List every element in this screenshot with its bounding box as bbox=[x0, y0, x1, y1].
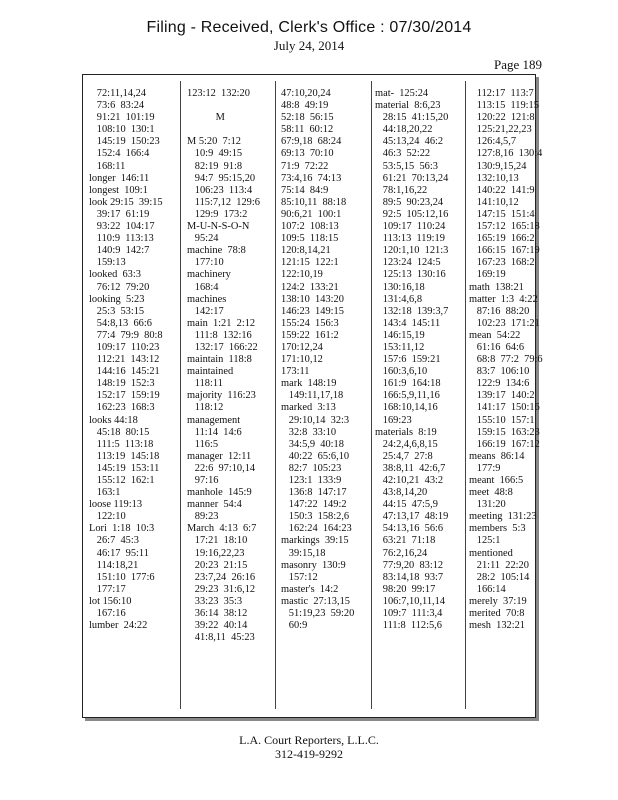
index-entry-line: 173:11 bbox=[281, 366, 310, 378]
index-entry-line: 93:22 104:17 bbox=[89, 221, 155, 233]
index-entry-line: 155:12 162:1 bbox=[89, 475, 155, 486]
index-entry-line: 125:21,22,23 bbox=[469, 124, 532, 136]
index-entry-line: 25:3 53:15 bbox=[89, 305, 145, 317]
index-entry-line: 162:24 164:23 bbox=[281, 523, 352, 535]
index-entry-line: 102:23 171:21 bbox=[469, 317, 540, 329]
index-entry-line: 122:10 bbox=[89, 511, 126, 523]
index-entry-line: 89:5 90:23,24 bbox=[375, 196, 444, 208]
index-entry-line: 83:14,18 93:7 bbox=[375, 571, 444, 583]
column-divider bbox=[371, 81, 372, 709]
index-entry-line: 136:8 147:17 bbox=[281, 487, 347, 499]
index-entry-line: 132:17 166:22 bbox=[187, 341, 258, 353]
index-entry-line: markings 39:15 bbox=[281, 535, 349, 547]
index-entry-line: 152:17 159:19 bbox=[89, 390, 160, 402]
index-column-2 bbox=[187, 88, 273, 708]
index-entry-line: 68:8 77:2 79:6 bbox=[469, 354, 543, 366]
index-entry-line: 51:19,23 59:20 bbox=[281, 608, 355, 620]
index-entry-line: 43:8,14,20 bbox=[375, 487, 428, 499]
index-entry-line: 36:14 38:12 bbox=[187, 608, 248, 620]
index-entry-line: 109:7 111:3,4 bbox=[375, 608, 443, 620]
index-entry-line: meet 48:8 bbox=[469, 487, 513, 499]
index-entry-line: 162:23 168:3 bbox=[89, 402, 155, 414]
index-entry-line: 146:23 149:15 bbox=[281, 305, 344, 317]
index-entry-line: 167:23 168:2 bbox=[469, 257, 535, 269]
index-entry-line: 44:15 47:5,9 bbox=[375, 499, 438, 511]
index-entry-line: 20:23 21:15 bbox=[187, 559, 248, 571]
index-entry-line: 71:9 72:22 bbox=[281, 160, 329, 172]
index-entry-line: 39:17 61:19 bbox=[89, 208, 150, 220]
index-entry-line: 17:21 18:10 bbox=[187, 535, 248, 547]
index-entry-line: 25:4,7 27:8 bbox=[375, 450, 433, 462]
index-entry-line: 69:13 70:10 bbox=[281, 148, 334, 160]
index-entry-line: 82:7 105:23 bbox=[281, 462, 342, 474]
index-entry-line: 110:9 113:13 bbox=[89, 233, 154, 245]
index-entry-line: 111:5 113:18 bbox=[89, 438, 154, 450]
index-entry-line: 19:16,22,23 bbox=[187, 547, 245, 559]
index-entry-line: 41:8,11 45:23 bbox=[187, 632, 255, 644]
index-entry-line: materials 8:19 bbox=[375, 426, 437, 438]
index-entry-line: 29:10,14 32:3 bbox=[281, 414, 350, 426]
index-entry-line: 177:17 bbox=[89, 583, 126, 595]
index-entry-line: 132:18 139:3,7 bbox=[375, 305, 449, 317]
index-entry-line: 141:17 150:16 bbox=[469, 402, 540, 414]
index-entry-line: 54:13,16 56:6 bbox=[375, 523, 444, 535]
index-entry-line: 67:9,18 68:24 bbox=[281, 136, 342, 148]
index-entry-line: 26:7 45:3 bbox=[89, 535, 139, 547]
index-entry-line: maintain 118:8 bbox=[187, 354, 252, 366]
index-entry-line: 152:4 166:4 bbox=[89, 148, 150, 160]
word-index-box bbox=[82, 74, 543, 718]
index-entry-line: loose 119:13 bbox=[89, 499, 143, 511]
index-entry-line: 159:22 161:2 bbox=[281, 329, 339, 341]
index-entry-line: 166:15 167:19 bbox=[469, 245, 540, 257]
index-entry-line: 95:24 bbox=[187, 233, 219, 245]
index-entry-line: 47:10,20,24 bbox=[281, 88, 331, 99]
index-entry-line: 125:13 130:16 bbox=[375, 269, 446, 281]
index-entry-line: 23:7,24 26:16 bbox=[187, 571, 256, 583]
index-entry-line: maintained bbox=[187, 366, 234, 378]
index-entry-line: 168:11 bbox=[89, 160, 126, 172]
index-entry-line: 153:11,12 bbox=[375, 341, 425, 353]
index-entry-line: merited 70:8 bbox=[469, 608, 525, 620]
index-entry-line: 10:9 49:15 bbox=[187, 148, 243, 160]
index-column-4 bbox=[375, 88, 465, 708]
index-entry-line: 151:10 177:6 bbox=[89, 571, 155, 583]
index-entry-line: 76:12 79:20 bbox=[89, 281, 150, 293]
index-entry-line: 63:21 71:18 bbox=[375, 535, 436, 547]
index-entry-line: 22:6 97:10,14 bbox=[187, 462, 256, 474]
index-entry-line: 148:19 152:3 bbox=[89, 378, 155, 390]
index-entry-line: 11:14 14:6 bbox=[187, 426, 242, 438]
index-entry-line: 108:10 130:1 bbox=[89, 124, 155, 136]
index-entry-line: 111:8 112:5,6 bbox=[375, 620, 442, 632]
index-entry-line: 97:16 bbox=[187, 475, 219, 486]
index-entry-line: 78:1,16,22 bbox=[375, 184, 428, 196]
index-entry-line: 116:5 bbox=[187, 438, 219, 450]
index-entry-line: mastic 27:13,15 bbox=[281, 595, 350, 607]
index-entry-line: 48:8 49:19 bbox=[281, 100, 329, 112]
index-entry-line: 125:1 bbox=[469, 535, 501, 547]
index-entry-line: 73:4,16 74:13 bbox=[281, 172, 342, 184]
index-entry-line: 94:7 95:15,20 bbox=[187, 172, 256, 184]
index-entry-line: 113:15 119:15 bbox=[469, 100, 539, 112]
index-entry-line: 76:2,16,24 bbox=[375, 547, 428, 559]
index-entry-line: 54:8,13 66:6 bbox=[89, 317, 152, 329]
index-entry-line: 120:1,10 121:3 bbox=[375, 245, 449, 257]
reporter-company: L.A. Court Reporters, L.L.C. bbox=[239, 733, 379, 747]
index-entry-line: 160:3,6,10 bbox=[375, 366, 428, 378]
index-entry-line: 145:19 153:11 bbox=[89, 462, 160, 474]
index-entry-line: 155:10 157:1 bbox=[469, 414, 535, 426]
index-entry-line: looked 63:3 bbox=[89, 269, 141, 281]
index-entry-line: 112:17 113:7 bbox=[469, 88, 534, 99]
index-entry-line: 123:1 133:9 bbox=[281, 475, 342, 486]
index-entry-line: 169:19 bbox=[469, 269, 506, 281]
index-entry-line: mat- 125:24 bbox=[375, 88, 429, 99]
index-entry-line: M 5:20 7:12 bbox=[187, 136, 241, 148]
index-entry-line: 142:17 bbox=[187, 305, 224, 317]
index-entry-line: 44:18,20,22 bbox=[375, 124, 433, 136]
index-entry-line: 157:12 165:18 bbox=[469, 221, 540, 233]
index-entry-line: March 4:13 6:7 bbox=[187, 523, 257, 535]
column-divider bbox=[465, 81, 466, 709]
index-entry-line: 46:17 95:11 bbox=[89, 547, 149, 559]
index-entry-line: 92:5 105:12,16 bbox=[375, 208, 449, 220]
index-entry-line: lot 156:10 bbox=[89, 595, 132, 607]
index-entry-line: 131:20 bbox=[469, 499, 506, 511]
index-entry-line: 140:22 141:9 bbox=[469, 184, 535, 196]
index-entry-line: 139:17 140:2 bbox=[469, 390, 535, 402]
index-entry-line: looking 5:23 bbox=[89, 293, 145, 305]
index-entry-line: 106:23 113:4 bbox=[187, 184, 253, 196]
index-entry-line: 46:3 52:22 bbox=[375, 148, 431, 160]
index-entry-line: means 86:14 bbox=[469, 450, 525, 462]
index-entry-line: merely 37:19 bbox=[469, 595, 527, 607]
index-entry-line: manager 12:11 bbox=[187, 450, 252, 462]
index-entry-line: 21:11 22:20 bbox=[469, 559, 529, 571]
index-entry-line: mesh 132:21 bbox=[469, 620, 525, 632]
index-entry-line: material 8:6,23 bbox=[375, 100, 441, 112]
index-entry-line: 61:16 64:6 bbox=[469, 341, 525, 353]
index-entry-line: 169:23 bbox=[375, 414, 412, 426]
index-entry-line: manhole 145:9 bbox=[187, 487, 252, 499]
index-entry-line: look 29:15 39:15 bbox=[89, 196, 163, 208]
index-entry-line: meeting 131:23 bbox=[469, 511, 537, 523]
index-entry-line: 109:5 118:15 bbox=[281, 233, 339, 245]
index-entry-line: 123:12 132:20 bbox=[187, 88, 250, 99]
index-entry-line: 45:18 80:15 bbox=[89, 426, 150, 438]
index-entry-line: 147:15 151:4 bbox=[469, 208, 535, 220]
index-entry-line: 147:22 149:2 bbox=[281, 499, 347, 511]
index-entry-line: 91:21 101:19 bbox=[89, 112, 155, 124]
index-entry-line: 126:4,5,7 bbox=[469, 136, 517, 148]
index-entry-line: 118:12 bbox=[187, 402, 224, 414]
index-entry-line: 77:9,20 83:12 bbox=[375, 559, 444, 571]
index-entry-line: 107:2 108:13 bbox=[281, 221, 339, 233]
index-entry-line: 123:24 124:5 bbox=[375, 257, 441, 269]
index-entry-line: 33:23 35:3 bbox=[187, 595, 243, 607]
index-entry-line: 39:22 40:14 bbox=[187, 620, 248, 632]
index-entry-line: 131:4,6,8 bbox=[375, 293, 423, 305]
index-entry-line: 132:10,13 bbox=[469, 172, 519, 184]
index-entry-line: M bbox=[187, 112, 225, 124]
index-entry-line: 130:16,18 bbox=[375, 281, 425, 293]
index-entry-line: 120:8,14,21 bbox=[281, 245, 331, 257]
index-entry-line: 143:4 145:11 bbox=[375, 317, 441, 329]
index-entry-line: master's 14:2 bbox=[281, 583, 339, 595]
index-entry-line: 42:10,21 43:2 bbox=[375, 475, 444, 486]
index-entry-line: 77:4 79:9 80:8 bbox=[89, 329, 163, 341]
index-entry-line: 90:6,21 100:1 bbox=[281, 208, 342, 220]
reporter-phone: 312-419-9292 bbox=[275, 747, 343, 761]
index-entry-line: mean 54:22 bbox=[469, 329, 521, 341]
index-entry-line: 149:11,17,18 bbox=[281, 390, 344, 402]
index-entry-line: math 138:21 bbox=[469, 281, 524, 293]
index-entry-line: 177:10 bbox=[187, 257, 224, 269]
index-entry-line: machinery bbox=[187, 269, 231, 281]
index-entry-line: meant 166:5 bbox=[469, 475, 524, 486]
index-entry-line: 130:9,15,24 bbox=[469, 160, 527, 172]
index-entry-line: 170:12,24 bbox=[281, 341, 323, 353]
index-entry-line: 171:10,12 bbox=[281, 354, 323, 366]
filing-stamp-header: Filing - Received, Clerk's Office : 07/30/2014 bbox=[146, 19, 472, 36]
index-entry-line: 150:3 158:2,6 bbox=[281, 511, 350, 523]
index-entry-line: 121:15 122:1 bbox=[281, 257, 339, 269]
index-entry-line: 118:11 bbox=[187, 378, 223, 390]
index-entry-line: mark 148:19 bbox=[281, 378, 337, 390]
index-entry-line: 129:9 173:2 bbox=[187, 208, 248, 220]
index-entry-line: 165:19 166:2 bbox=[469, 233, 535, 245]
index-entry-line: 141:10,12 bbox=[469, 196, 519, 208]
index-entry-line: matter 1:3 4:22 bbox=[469, 293, 538, 305]
index-entry-line: 24:2,4,6,8,15 bbox=[375, 438, 438, 450]
index-entry-line: 124:2 133:21 bbox=[281, 281, 339, 293]
index-entry-line: 47:13,17 48:19 bbox=[375, 511, 449, 523]
index-entry-line: marked 3:13 bbox=[281, 402, 336, 414]
index-column-1 bbox=[89, 88, 177, 708]
index-entry-line: 138:10 143:20 bbox=[281, 293, 344, 305]
index-entry-line: 144:16 145:21 bbox=[89, 366, 160, 378]
index-entry-line bbox=[187, 100, 273, 112]
index-entry-line: 112:21 143:12 bbox=[89, 354, 160, 366]
index-entry-line: 109:17 110:23 bbox=[89, 341, 160, 353]
index-entry-line: 155:24 156:3 bbox=[281, 317, 339, 329]
index-entry-line: manner 54:4 bbox=[187, 499, 242, 511]
index-entry-line: masonry 130:9 bbox=[281, 559, 346, 571]
index-entry-line: 163:1 bbox=[89, 487, 121, 499]
index-column-5 bbox=[469, 88, 543, 708]
index-entry-line: 98:20 99:17 bbox=[375, 583, 436, 595]
index-entry-line: 58:11 60:12 bbox=[281, 124, 334, 136]
index-entry-line: 115:7,12 129:6 bbox=[187, 196, 260, 208]
index-entry-line: 83:7 106:10 bbox=[469, 366, 530, 378]
column-divider bbox=[275, 81, 276, 709]
index-entry-line: 87:16 88:20 bbox=[469, 305, 530, 317]
index-entry-line: 122:10,19 bbox=[281, 269, 323, 281]
index-entry-line: 106:7,10,11,14 bbox=[375, 595, 446, 607]
index-entry-line: mentioned bbox=[469, 547, 513, 559]
index-entry-line: management bbox=[187, 414, 241, 426]
index-entry-line: 166:14 bbox=[469, 583, 506, 595]
index-entry-line: 113:13 119:19 bbox=[375, 233, 445, 245]
index-entry-line: main 1:21 2:12 bbox=[187, 317, 256, 329]
index-entry-line: 167:16 bbox=[89, 608, 126, 620]
index-entry-line: 52:18 56:15 bbox=[281, 112, 334, 124]
page-number: Page 189 bbox=[494, 57, 543, 72]
index-entry-line: 72:11,14,24 bbox=[89, 88, 147, 99]
index-entry-line: machines bbox=[187, 293, 227, 305]
index-entry-line: 127:8,16 130:4 bbox=[469, 148, 543, 160]
index-entry-line: Lori 1:18 10:3 bbox=[89, 523, 155, 535]
index-column-3 bbox=[281, 88, 369, 708]
index-entry-line: 38:8,11 42:6,7 bbox=[375, 462, 446, 474]
index-entry-line: M-U-N-S-O-N bbox=[187, 221, 250, 233]
index-entry-line: 168:10,14,16 bbox=[375, 402, 438, 414]
index-entry-line: 85:10,11 88:18 bbox=[281, 196, 347, 208]
index-entry-line: 159:13 bbox=[89, 257, 126, 269]
index-entry-line: 157:6 159:21 bbox=[375, 354, 441, 366]
index-entry-line: 166:5,9,11,16 bbox=[375, 390, 440, 402]
index-entry-line: 157:12 bbox=[281, 571, 318, 583]
index-entry-line: 114:18,21 bbox=[89, 559, 139, 571]
index-entry-line: 29:23 31:6,12 bbox=[187, 583, 256, 595]
index-entry-line: 177:9 bbox=[469, 462, 501, 474]
index-entry-line: 34:5,9 40:18 bbox=[281, 438, 344, 450]
index-entry-line: 120:22 121:8 bbox=[469, 112, 535, 124]
index-entry-line: looks 44:18 bbox=[89, 414, 138, 426]
index-entry-line: longer 146:11 bbox=[89, 172, 150, 184]
index-entry-line: machine 78:8 bbox=[187, 245, 246, 257]
index-entry-line: 73:6 83:24 bbox=[89, 100, 145, 112]
index-entry-line: 111:8 132:16 bbox=[187, 329, 252, 341]
index-entry-line: 39:15,18 bbox=[281, 547, 326, 559]
index-entry-line: 140:9 142:7 bbox=[89, 245, 150, 257]
index-entry-line: 28:15 41:15,20 bbox=[375, 112, 449, 124]
index-entry-line: 145:19 150:23 bbox=[89, 136, 160, 148]
index-entry-line: 166:19 167:12 bbox=[469, 438, 540, 450]
index-entry-line: 146:15,19 bbox=[375, 329, 425, 341]
index-entry-line: 89:23 bbox=[187, 511, 219, 523]
index-entry-line: 113:19 145:18 bbox=[89, 450, 160, 462]
transcript-date: July 24, 2014 bbox=[273, 38, 345, 53]
index-entry-line bbox=[187, 124, 273, 136]
index-entry-line: 159:15 163:23 bbox=[469, 426, 540, 438]
index-entry-line: longest 109:1 bbox=[89, 184, 148, 196]
index-entry-line: lumber 24:22 bbox=[89, 620, 148, 632]
index-entry-line: 40:22 65:6,10 bbox=[281, 450, 350, 462]
index-entry-line: 45:13,24 46:2 bbox=[375, 136, 444, 148]
index-entry-line: 28:2 105:14 bbox=[469, 571, 530, 583]
index-entry-line: 161:9 164:18 bbox=[375, 378, 441, 390]
index-entry-line: 168:4 bbox=[187, 281, 219, 293]
index-entry-line: 122:9 134:6 bbox=[469, 378, 530, 390]
index-entry-line: 75:14 84:9 bbox=[281, 184, 329, 196]
index-entry-line: members 5:3 bbox=[469, 523, 526, 535]
index-entry-line: 32:8 33:10 bbox=[281, 426, 337, 438]
index-entry-line: 109:17 110:24 bbox=[375, 221, 446, 233]
column-divider bbox=[180, 81, 181, 709]
index-entry-line: 61:21 70:13,24 bbox=[375, 172, 449, 184]
index-entry-line: 53:5,15 56:3 bbox=[375, 160, 438, 172]
index-entry-line: majority 116:23 bbox=[187, 390, 256, 402]
index-entry-line: 82:19 91:8 bbox=[187, 160, 243, 172]
index-entry-line: 60:9 bbox=[281, 620, 308, 632]
